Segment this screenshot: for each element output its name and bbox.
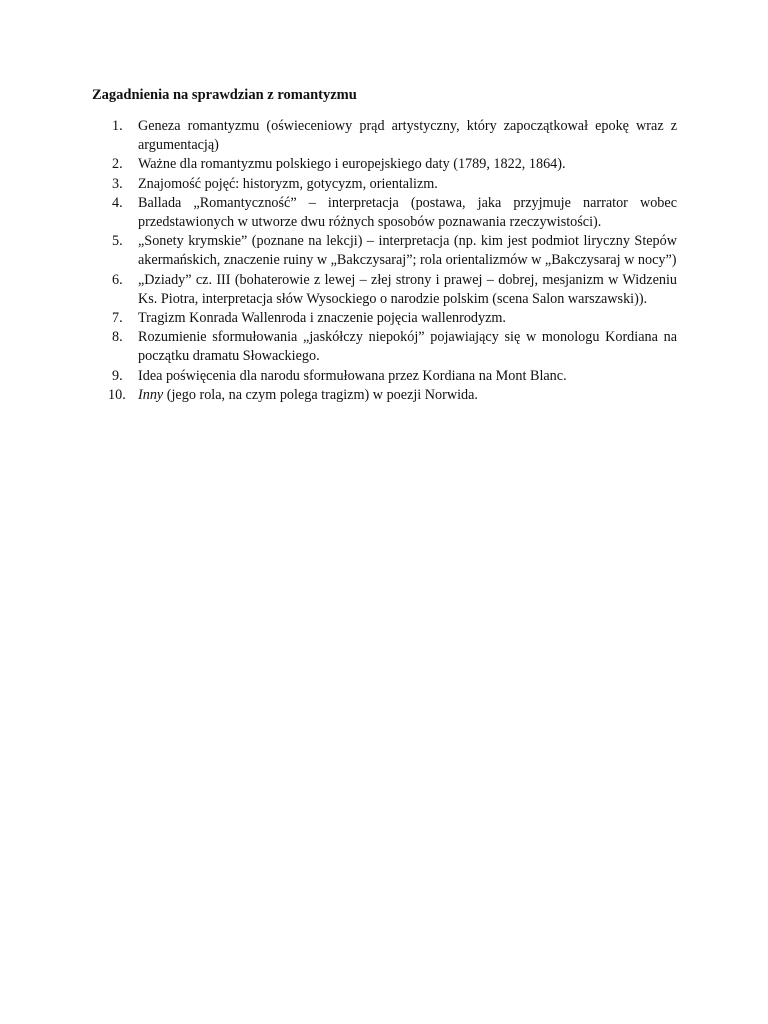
list-item-text: Geneza romantyzmu (oświeceniowy prąd artystyczny, który zapoczątkował epokę wraz z argumentacją): [138, 118, 677, 154]
list-item-text: „Sonety krymskie” (poznane na lekcji) – interpretacja (np. kim jest podmiot liryczny Stepów akermańskich, znaczenie ruiny w „Bakczysaraj”; rola orientalizmów w „Bakczysaraj w nocy”): [138, 233, 677, 269]
list-item-text: Znajomość pojęć: historyzm, gotycyzm, orientalizm.: [138, 175, 438, 192]
list-item-number: 3.: [112, 175, 123, 192]
list-item: [92, 117, 677, 155]
list-item-number: 10.: [108, 386, 126, 403]
list-item-number: 7.: [112, 310, 123, 327]
list-item-text: Tragizm Konrada Wallenroda i znaczenie pojęcia wallenrodyzm.: [138, 310, 506, 327]
list-item-number: 1.: [112, 118, 123, 134]
list-item: [92, 309, 677, 328]
topics-list: [92, 117, 677, 405]
list-item-text: Ballada „Romantyczność” – interpretacja (postawa, jaka przyjmuje narrator wobec przedstawionych w utworze dwu różnych sposobów poznawania rzeczywistości).: [138, 194, 677, 231]
list-item: [92, 271, 677, 309]
list-item-number: 6.: [112, 271, 123, 288]
list-item-number: 9.: [112, 367, 123, 384]
list-item-number: 8.: [112, 329, 123, 346]
list-item-number: 5.: [112, 233, 123, 250]
list-item: [92, 194, 677, 232]
list-item-number: 2.: [112, 156, 123, 173]
list-item-text: Idea poświęcenia dla narodu sformułowana przez Kordiana na Mont Blanc.: [138, 367, 567, 384]
emphasized-word: Inny: [138, 386, 164, 403]
list-item-text-rest: (jego rola, na czym polega tragizm) w poezji Norwida.: [163, 386, 478, 403]
list-item: [92, 232, 677, 270]
list-item: [92, 367, 677, 386]
list-item-text: Ważne dla romantyzmu polskiego i europejskiego daty (1789, 1822, 1864).: [138, 156, 566, 173]
page-title: Zagadnienia na sprawdzian z romantyzmu: [92, 87, 357, 103]
list-item: [92, 175, 677, 194]
list-item-text: [138, 387, 478, 403]
list-item: [92, 155, 677, 174]
list-item: [92, 386, 677, 405]
list-item-text: „Dziady” cz. III (bohaterowie z lewej – złej strony i prawej – dobrej, mesjanizm w Widzeniu Ks. Piotra, interpretacja słów Wysockiego o narodzie polskim (scena Salon warszawski)).: [138, 271, 677, 307]
list-item-text: Rozumienie sformułowania „jaskółczy niepokój” pojawiający się w monologu Kordiana na początku dramatu Słowackiego.: [138, 329, 677, 365]
list-item: [92, 328, 677, 366]
list-item-number: 4.: [112, 194, 123, 211]
